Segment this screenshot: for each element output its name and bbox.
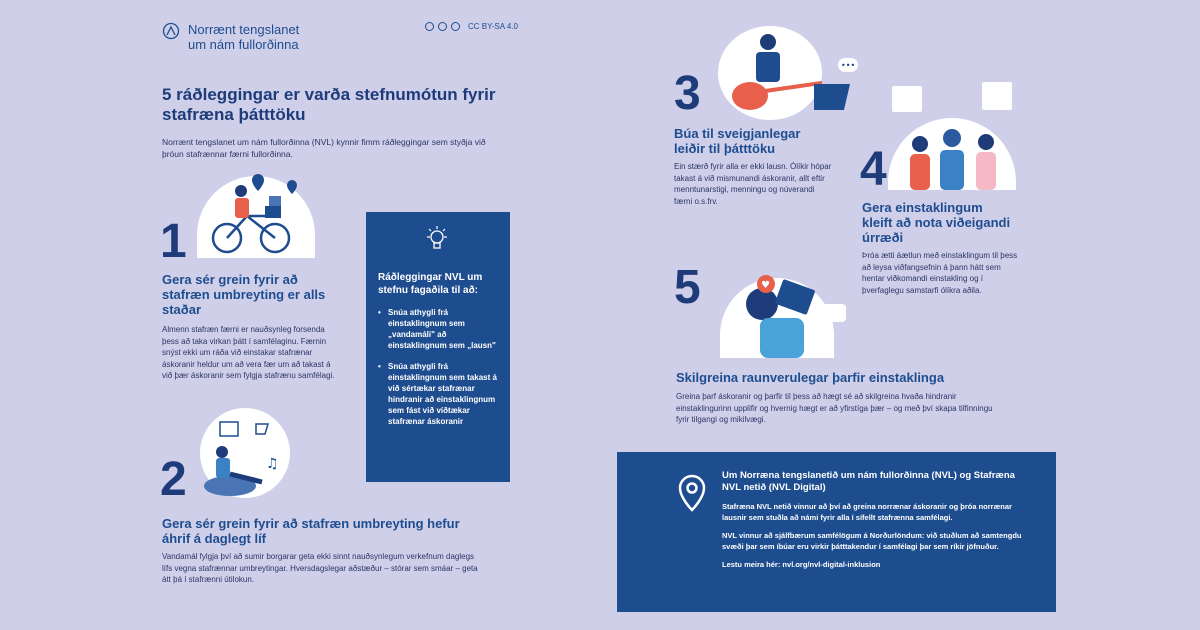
chat-bubbles-icon — [756, 272, 866, 322]
item-1-text: Almenn stafræn færni er nauðsynleg forsenda þess að taka virkan þátt í samfélaginu. Færnin snýst ekki um ráða við einstakar stafrænar áskoranir heldur um að vera fær um að takast á við þær áskoranir sem fylgja stafrænu samfélagi. — [162, 325, 335, 380]
advice-box — [366, 212, 510, 482]
logo-line-2: um nám fullorðinna — [188, 37, 299, 52]
item-3-text: Ein stærð fyrir alla er ekki lausn. Ólíkir hópar takast á við mismunandi áskoranir, allt eftir menntunarstigi, menningu og núverandi færni o.s.frv. — [674, 162, 832, 206]
logo-line-1: Norrænt tengslanet — [188, 22, 300, 37]
reading-person-illustration — [200, 408, 290, 498]
advice-bullet: • Snúa athygli frá einstaklingnum sem „vandamáli" að einstaklingnum sem „lausn" — [378, 307, 498, 351]
by-icon — [438, 22, 447, 31]
item-3-number: 3 — [674, 67, 701, 120]
item-4-number: 4 — [860, 143, 887, 196]
map-pin-icons — [250, 172, 300, 202]
intro-text: Norrænt tengslanet um nám fullorðinna (NVL) kynnir fimm ráðleggingar sem styðja við þróun stafrænnar færni fullorðinna. — [162, 137, 486, 159]
logo — [162, 22, 299, 52]
item-2-number: 2 — [160, 453, 187, 506]
advice-list — [378, 307, 498, 427]
sa-icon — [451, 22, 460, 31]
info-paragraph-1: Stafræna NVL netið vinnur að því að greina norrænar áskoranir og þróa norrænar lausnir sem stuðla að námi fyrir alla í sífellt stafrænna samfélagi. — [722, 502, 1012, 522]
item-4-text: Þróa ætti áætlun með einstaklingum til þess að leysa viðfangsefnin á þann hátt sem hentar viðkomandi einstakling og í þverfaglegu samstarfi ólíkra aðila. — [862, 251, 1018, 295]
item-3-heading: Búa til sveigjanlegar leiðir til þátttöku — [674, 126, 801, 156]
page-title: 5 ráðleggingar er varða stefnumótun fyrir stafræna þátttöku — [162, 85, 496, 124]
item-5-number: 5 — [674, 261, 701, 314]
info-paragraph-2: NVL vinnur að sjálfbærum samfélögum á Norðurlöndum: við stuðlum að samtengdu svæði þar sem íbúar eru virkir þátttakendur í samfélagi þar sem ríkir jöfnuður. — [722, 531, 1022, 551]
info-box — [617, 452, 1056, 612]
advice-bullet: • Snúa athygli frá einstaklingnum sem takast á við sértækar stafrænar hindranir að einstaklingnum sem fást við víðtækar stafrænar áskoranir — [378, 361, 498, 427]
item-1-heading: Gera sér grein fyrir að stafræn umbreyting er alls staðar — [162, 272, 326, 317]
info-link-text[interactable]: Lestu meira hér: nvl.org/nvl-digital-inklusion — [722, 560, 881, 569]
advice-heading: Ráðleggingar NVL um stefnu fagaðila til að: — [378, 272, 483, 296]
puzzle-pieces-icon — [888, 80, 1018, 120]
item-5-heading: Skilgreina raunverulegar þarfir einstaklinga — [676, 370, 945, 385]
network-logo-icon — [162, 22, 180, 40]
laptop-chat-icon — [800, 56, 860, 116]
info-heading: Um Norræna tengslanetið um nám fullorðinna (NVL) og Stafræna NVL netið (NVL Digital) — [722, 470, 1015, 493]
group-people-illustration — [888, 118, 1016, 190]
svg-text:♫: ♫ — [266, 456, 279, 472]
item-4-heading: Gera einstaklingum kleift að nota viðeigandi úrræði — [862, 200, 1011, 245]
location-pin-icon — [677, 474, 707, 512]
item-2-heading: Gera sér grein fyrir að stafræn umbreyting hefur áhrif á daglegt líf — [162, 516, 460, 546]
lightbulb-icon — [426, 226, 448, 252]
license-badge — [425, 22, 518, 31]
item-5-text: Greina þarf áskoranir og þarfir til þess að hægt sé að skilgreina hvaða hindranir einstaklingurinn upplifir og hvernig hægt er að yfirstíga þær – og með því skapa tilfinningu fyrir tilgangi og mikilvægi. — [676, 392, 993, 424]
svg-text:•••: ••• — [841, 61, 856, 70]
cc-icon — [425, 22, 434, 31]
license-text: CC BY-SA 4.0 — [468, 22, 518, 31]
item-1-number: 1 — [160, 215, 187, 268]
svg-text:♥: ♥ — [761, 280, 770, 291]
item-2-text: Vandamál fylgja því að sumir borgarar geta ekki sinnt nauðsynlegum verkefnum daglegs lífs vegna stafrænnar umbreytingar. Hversdagslegar aðstæður – stórar sem smáar – geta átt þá í stafrænni útilokun. — [162, 552, 478, 584]
